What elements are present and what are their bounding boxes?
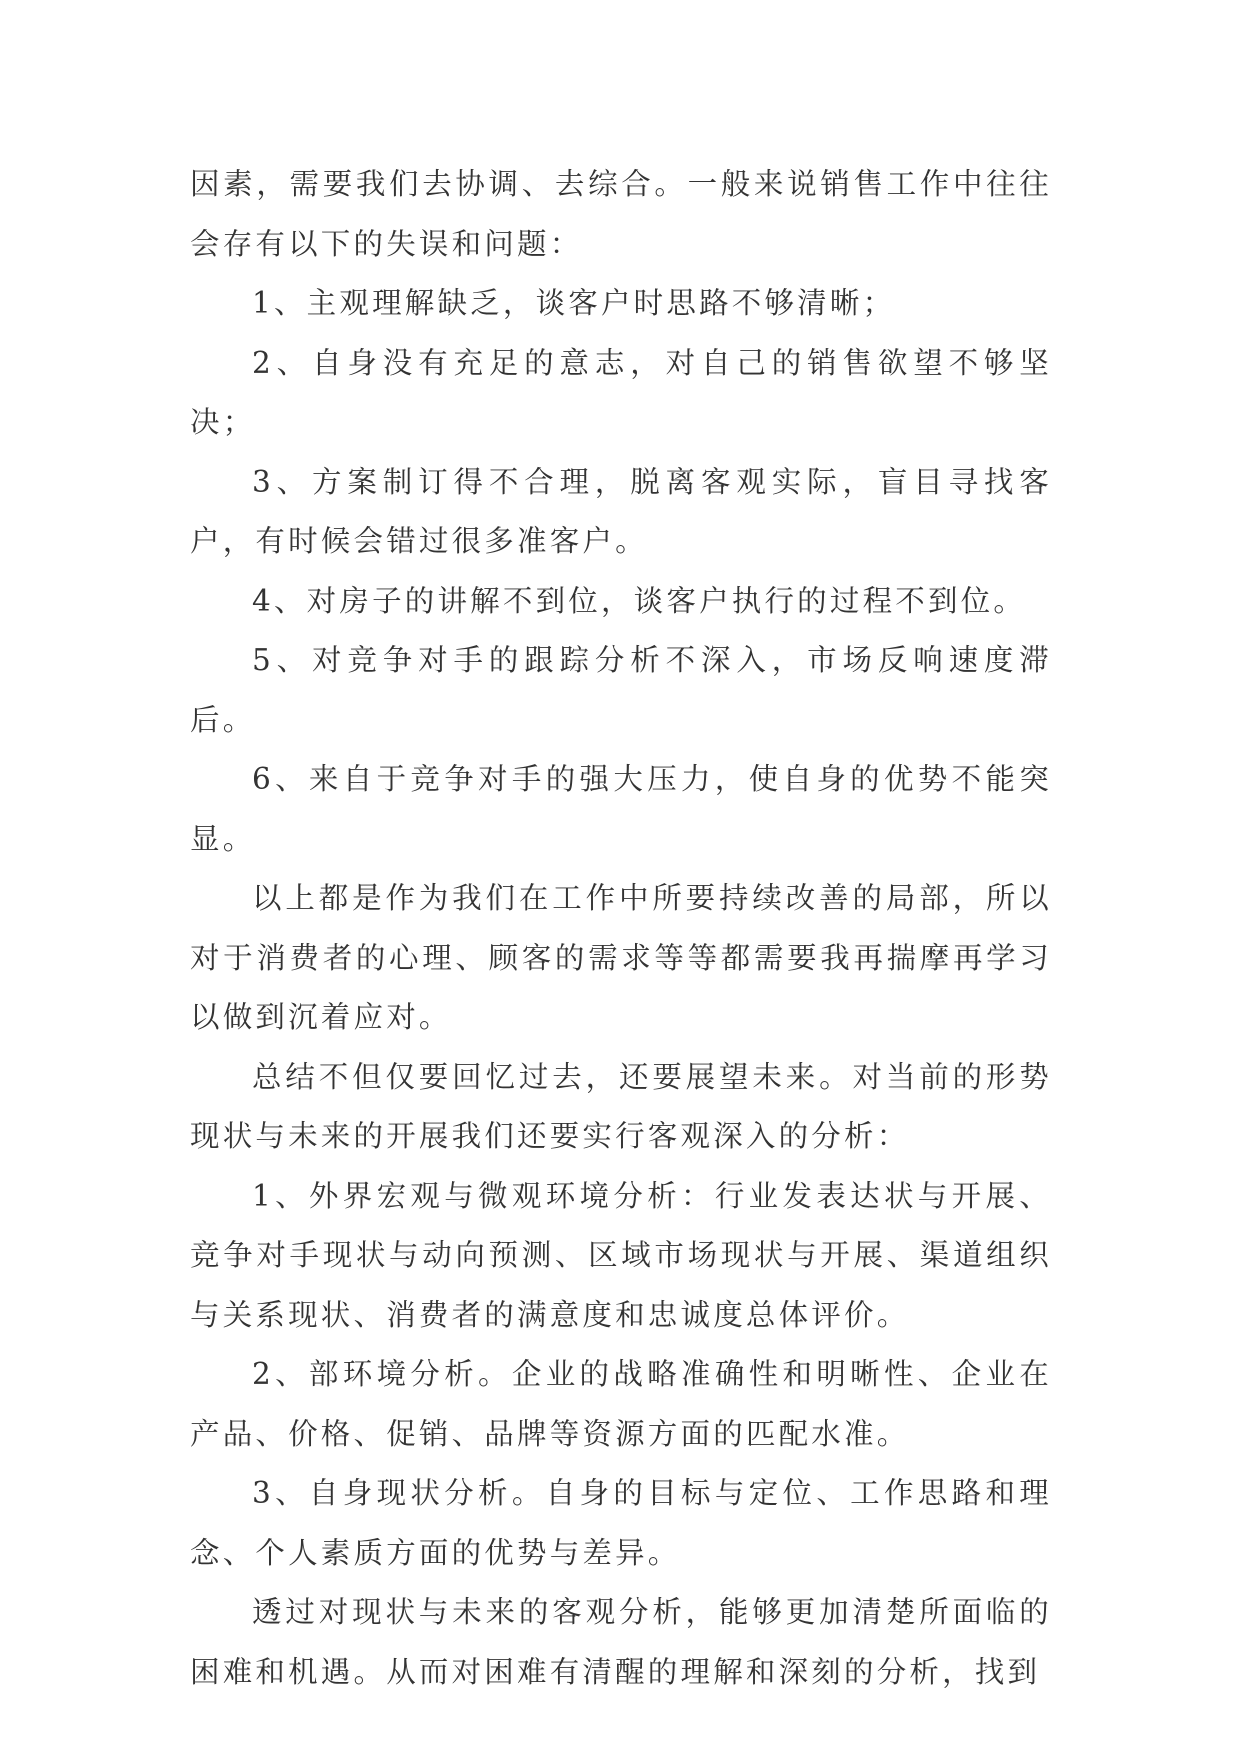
paragraph: 总结不但仅要回忆过去，还要展望未来。对当前的形势现状与未来的开展我们还要实行客观深入的分析：	[190, 1059, 1052, 1153]
paragraph: 2、部环境分析。企业的战略准确性和明晰性、企业在产品、价格、促销、品牌等资源方面的匹配水准。	[190, 1357, 1052, 1451]
paragraph: 5、对竞争对手的跟踪分析不深入，市场反响速度滞后。	[190, 643, 1052, 737]
paragraph: 1、外界宏观与微观环境分析：行业发表达状与开展、竞争对手现状与动向预测、区域市场现状与开展、渠道组织与关系现状、消费者的满意度和忠诚度总体评价。	[190, 1178, 1052, 1332]
paragraph: 6、来自于竞争对手的强大压力，使自身的优势不能突显。	[190, 762, 1052, 856]
paragraph: 以上都是作为我们在工作中所要持续改善的局部，所以对于消费者的心理、顾客的需求等等都需要我再揣摩再学习以做到沉着应对。	[190, 881, 1052, 1034]
paragraph: 3、方案制订得不合理，脱离客观实际，盲目寻找客户，有时候会错过很多准客户。	[190, 464, 1052, 558]
paragraph: 1、主观理解缺乏，谈客户时思路不够清晰；	[252, 286, 896, 320]
paragraph: 4、对房子的讲解不到位，谈客户执行的过程不到位。	[252, 583, 1027, 618]
paragraph: 2、自身没有充足的意志，对自己的销售欲望不够坚决；	[190, 345, 1052, 439]
paragraph: 3、自身现状分析。自身的目标与定位、工作思路和理念、个人素质方面的优势与差异。	[190, 1476, 1052, 1570]
document-body	[190, 155, 1052, 1702]
paragraph: 因素，需要我们去协调、去综合。一般来说销售工作中往往会存有以下的失误和问题：	[190, 167, 1052, 261]
paragraph: 透过对现状与未来的客观分析，能够更加清楚所面临的困难和机遇。从而对困难有清醒的理解和深刻的分析，找到	[190, 1595, 1052, 1689]
